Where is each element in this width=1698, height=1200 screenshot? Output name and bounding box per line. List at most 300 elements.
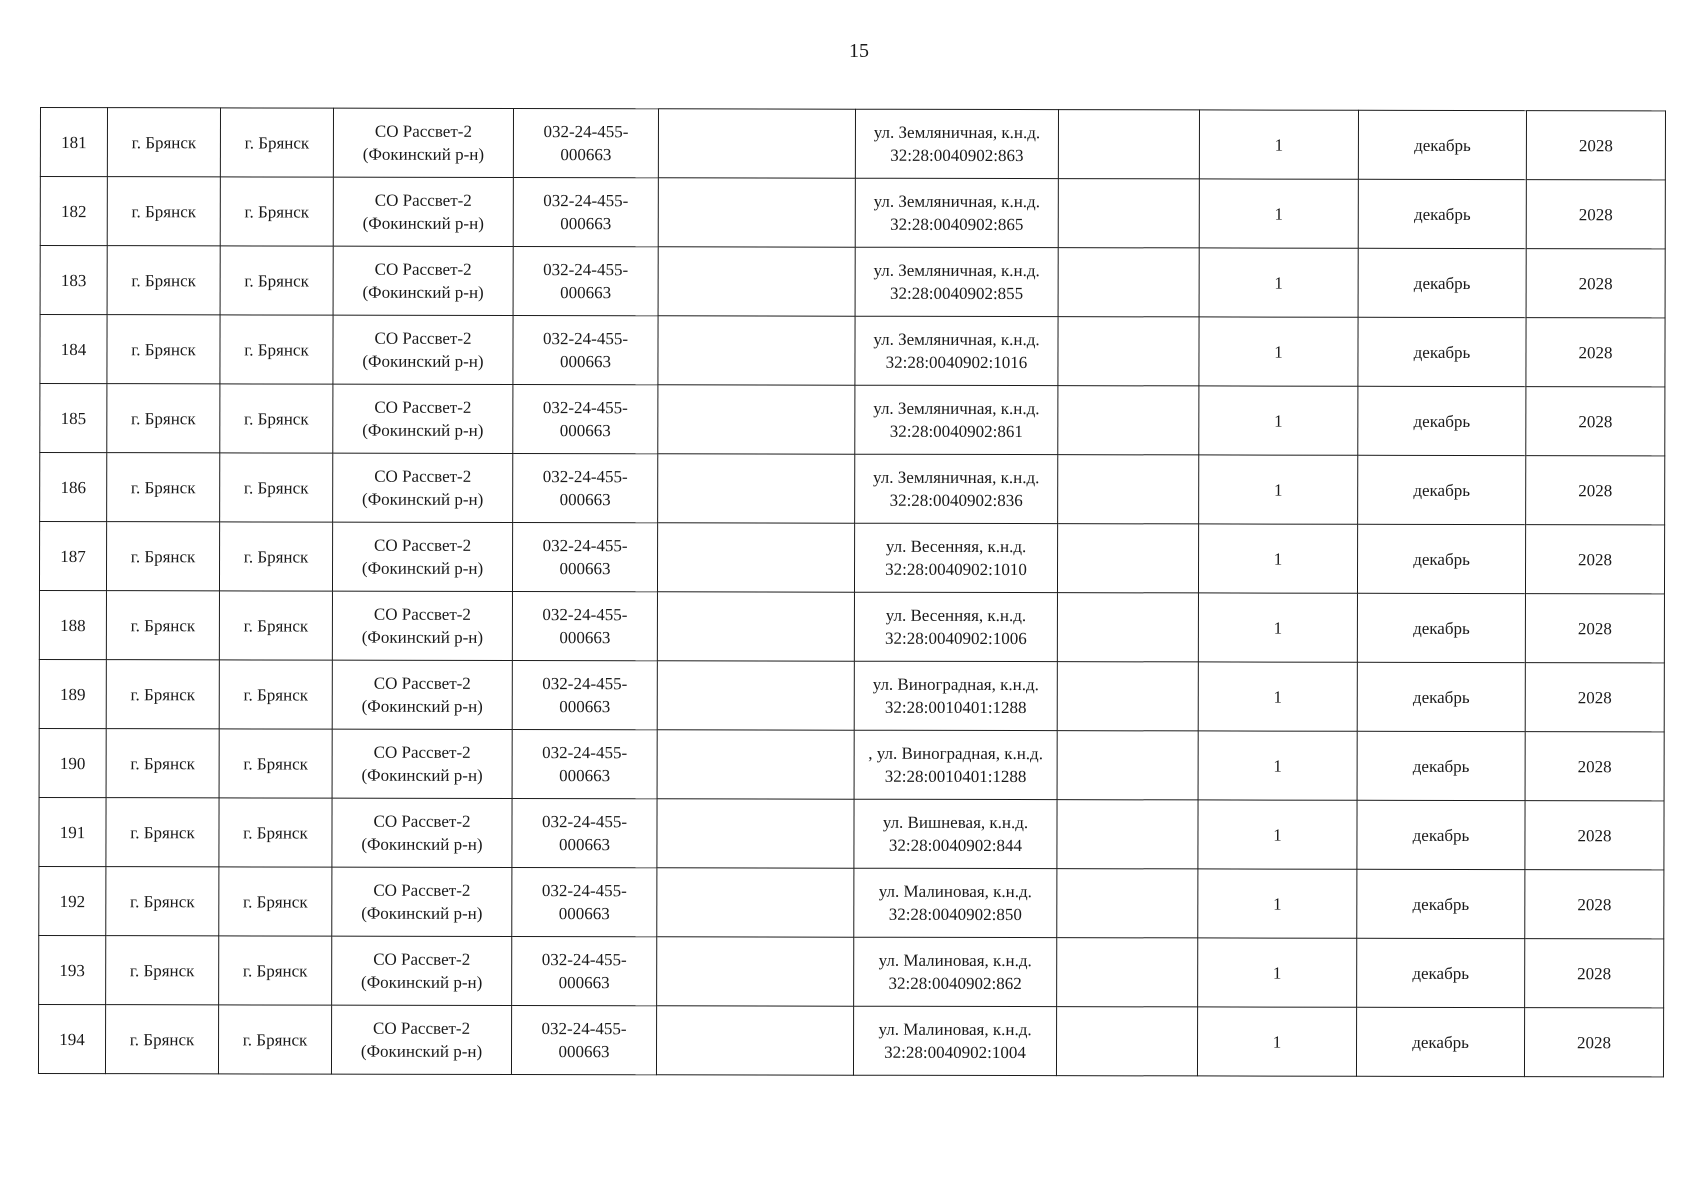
address-cell [854,937,1057,1006]
table-body [38,108,1665,1077]
organization-cell [333,108,513,177]
registry-code-part1: 032-24-455- [542,536,628,556]
month-text: декабрь [1412,756,1470,776]
organization-district: (Фокинский р-н) [362,420,484,440]
row-number [40,315,107,384]
organization-district: (Фокинский р-н) [361,558,484,578]
registry-code-part1: 032-24-455- [541,812,628,832]
empty-cell-1 [656,1006,853,1075]
row-number-text: 188 [60,615,86,635]
municipality-cell-text: г. Брянск [129,960,195,980]
registry-code-part1: 032-24-455- [541,1019,627,1039]
municipality-cell [107,177,220,246]
municipality-cell [106,936,219,1005]
registry-code-cell [512,660,657,729]
cadastral-number: 32:28:0040902:1004 [884,1042,1026,1063]
address-cell [855,178,1058,247]
address-cell [854,868,1057,937]
city-cell-text: г. Брянск [244,339,309,360]
month-cell [1357,662,1525,731]
municipality-cell-text: г. Брянск [131,201,197,221]
row-number-text: 185 [60,408,87,428]
municipality-cell-text: г. Брянск [130,615,196,635]
registry-code-cell [513,246,658,315]
month-cell [1358,317,1526,386]
empty-cell-1 [657,523,854,592]
registry-code-part2: 000663 [558,835,610,855]
month-text: декабрь [1413,480,1471,500]
empty-cell-1 [658,247,855,316]
municipality-cell [106,798,219,867]
municipality-cell [106,591,219,660]
year-text: 2028 [1578,411,1613,431]
quantity-cell [1198,593,1357,662]
quantity-text: 1 [1272,1032,1282,1052]
cadastral-number: 32:28:0010401:1288 [884,697,1027,718]
address-street: ул. Малиновая, к.н.д. [878,1019,1032,1040]
empty-cell-1 [658,454,855,523]
registry-code-part1: 032-24-455- [542,605,628,625]
row-number [39,797,106,866]
year-text: 2028 [1577,756,1612,776]
organization-cell [331,1005,511,1074]
empty-cell-1 [657,730,854,799]
row-number-text: 189 [60,684,86,704]
address-street: ул. Малиновая, к.н.д. [878,950,1032,971]
organization-district: (Фокинский р-н) [361,696,483,716]
organization-name: СО Рассвет-2 [373,673,471,693]
registry-code-part2: 000663 [559,559,611,579]
address-cell [854,592,1057,661]
month-cell [1357,800,1525,869]
row-number [38,1004,105,1073]
month-cell [1358,455,1526,524]
registry-code-part1: 032-24-455- [543,122,629,142]
registry-code-cell [513,177,658,246]
row-number-text: 186 [60,477,86,497]
quantity-cell [1198,800,1357,869]
city-cell [220,453,333,522]
cadastral-number: 32:28:0040902:863 [890,145,1024,166]
city-cell-text: г. Брянск [244,132,310,153]
month-text: декабрь [1412,963,1470,983]
quantity-cell [1199,110,1358,179]
cadastral-number: 32:28:0040902:1016 [885,352,1028,373]
year-text: 2028 [1577,825,1612,845]
registry-code-part1: 032-24-455- [542,467,628,487]
registry-code-part2: 000663 [558,1042,610,1062]
organization-name: СО Рассвет-2 [373,604,471,624]
row-number-text: 194 [59,1029,85,1049]
organization-name: СО Рассвет-2 [374,190,472,210]
organization-district: (Фокинский р-н) [362,489,484,509]
empty-cell-2 [1056,1007,1197,1076]
organization-name: СО Рассвет-2 [373,742,471,762]
cadastral-number: 32:28:0010401:1288 [884,766,1027,787]
address-street: ул. Земляничная, к.н.д. [873,467,1040,488]
organization-name: СО Рассвет-2 [374,259,472,279]
registry-code-part1: 032-24-455- [542,743,628,763]
month-text: декабрь [1412,894,1470,914]
month-text: декабрь [1413,411,1471,431]
empty-cell-2 [1058,455,1199,524]
quantity-cell [1198,869,1357,938]
cadastral-number: 32:28:0040902:861 [889,421,1023,442]
quantity-cell [1198,524,1357,593]
address-cell [855,385,1058,454]
empty-cell-2 [1058,317,1199,386]
month-cell [1357,593,1525,662]
city-cell [219,867,332,936]
year-cell [1525,663,1664,732]
city-cell-text: г. Брянск [242,960,308,981]
year-text: 2028 [1577,687,1612,707]
address-street: ул. Земляничная, к.н.д. [873,329,1040,350]
month-cell [1358,110,1526,179]
year-cell [1524,1008,1663,1077]
quantity-cell [1198,731,1357,800]
city-cell-text: г. Брянск [243,684,309,705]
registry-code-part1: 032-24-455- [542,674,628,694]
empty-cell-1 [657,868,854,937]
row-number-text: 182 [61,201,87,221]
table-row [40,246,1665,318]
registry-code-cell [512,591,657,660]
table-row [40,384,1665,456]
registry-code-cell [513,384,658,453]
table-row [39,591,1664,663]
empty-cell-2 [1057,524,1198,593]
registry-code-cell [513,453,658,522]
registry-code-part2: 000663 [558,973,610,993]
registry-code-part1: 032-24-455- [542,329,629,349]
row-number [39,522,106,591]
address-street: ул. Земляничная, к.н.д. [873,260,1040,281]
empty-cell-2 [1058,179,1199,248]
registry-code-part1: 032-24-455- [541,881,627,901]
year-text: 2028 [1578,135,1613,155]
year-text: 2028 [1578,549,1613,569]
year-cell [1525,870,1664,939]
quantity-text: 1 [1273,894,1282,914]
organization-cell [332,936,512,1005]
address-street: ул. Виноградная, к.н.д. [872,674,1039,695]
registry-code-part2: 000663 [559,697,611,717]
address-street: , ул. Виноградная, к.н.д. [868,743,1043,764]
quantity-text: 1 [1274,204,1284,224]
quantity-cell [1197,1007,1356,1076]
address-street: ул. Малиновая, к.н.д. [878,881,1032,902]
organization-name: СО Рассвет-2 [373,949,471,969]
year-cell [1525,801,1664,870]
empty-cell-2 [1058,110,1199,179]
row-number [39,866,106,935]
registry-code-cell [513,315,658,384]
empty-cell-1 [657,661,854,730]
cadastral-number: 32:28:0040902:1006 [885,628,1027,649]
month-text: декабрь [1414,135,1471,155]
municipality-cell [106,522,219,591]
quantity-text: 1 [1274,342,1283,362]
register-table [38,107,1666,1077]
city-cell [220,246,333,315]
address-cell [853,1006,1056,1075]
month-cell [1356,1007,1524,1076]
organization-cell [332,798,512,867]
empty-cell-1 [658,178,855,247]
quantity-text: 1 [1273,687,1283,707]
organization-cell [333,177,513,246]
quantity-cell [1199,317,1358,386]
organization-district: (Фокинский р-н) [361,765,483,785]
year-cell [1526,180,1665,249]
row-number [40,453,107,522]
row-number-text: 192 [59,891,86,911]
row-number [40,246,107,315]
year-text: 2028 [1578,204,1613,224]
year-cell [1526,318,1665,387]
row-number-text: 193 [59,960,85,980]
registry-code-cell [512,522,657,591]
organization-cell [332,867,512,936]
quantity-text: 1 [1273,618,1283,638]
municipality-cell [107,453,220,522]
month-cell [1358,179,1526,248]
registry-code-part2: 000663 [560,145,612,165]
table-row [39,659,1664,731]
row-number-text: 183 [60,270,87,290]
cadastral-number: 32:28:0040902:855 [889,283,1024,304]
organization-district: (Фокинский р-н) [362,144,485,164]
municipality-cell [107,108,220,177]
quantity-cell [1199,386,1358,455]
quantity-text: 1 [1273,756,1282,776]
row-number-text: 187 [60,546,86,566]
year-cell [1525,732,1664,801]
registry-code-part1: 032-24-455- [541,950,627,970]
year-cell [1526,111,1665,180]
registry-code-part2: 000663 [558,904,610,924]
row-number-text: 191 [59,822,86,842]
registry-code-part2: 000663 [559,421,611,441]
empty-cell-1 [658,316,855,385]
quantity-cell [1199,248,1358,317]
empty-cell-1 [658,385,855,454]
row-number [40,384,107,453]
organization-name: СО Рассвет-2 [374,121,472,141]
year-text: 2028 [1578,273,1613,293]
year-text: 2028 [1578,480,1613,500]
month-text: декабрь [1413,273,1471,293]
registry-code-cell [512,798,657,867]
year-cell [1525,939,1664,1008]
year-text: 2028 [1577,894,1612,914]
quantity-cell [1198,938,1357,1007]
address-cell [855,316,1058,385]
organization-cell [332,660,512,729]
cadastral-number: 32:28:0040902:862 [888,973,1022,994]
table-row [39,935,1664,1007]
registry-code-part2: 000663 [559,490,611,510]
row-number [40,108,107,177]
municipality-cell-text: г. Брянск [130,477,196,497]
cadastral-number: 32:28:0040902:850 [888,904,1022,925]
organization-cell [332,591,512,660]
month-cell [1357,524,1525,593]
organization-name: СО Рассвет-2 [373,811,471,831]
address-cell [854,730,1057,799]
empty-cell-2 [1057,869,1198,938]
table-row [39,728,1664,800]
quantity-cell [1199,455,1358,524]
city-cell [218,1005,331,1074]
address-street: ул. Земляничная, к.н.д. [873,122,1041,143]
municipality-cell-text: г. Брянск [131,270,196,290]
month-cell [1357,938,1525,1007]
registry-code-cell [512,867,657,936]
organization-name: СО Рассвет-2 [374,535,472,555]
municipality-cell-text: г. Брянск [131,339,196,359]
empty-cell-2 [1057,731,1198,800]
empty-cell-1 [657,937,854,1006]
city-cell-text: г. Брянск [243,546,309,567]
municipality-cell [107,384,220,453]
organization-district: (Фокинский р-н) [361,972,483,992]
city-cell-text: г. Брянск [243,753,308,774]
empty-cell-1 [657,799,854,868]
organization-district: (Фокинский р-н) [362,282,484,302]
municipality-cell-text: г. Брянск [130,891,195,911]
page-number: 15 [849,40,869,62]
city-cell-text: г. Брянск [242,1029,308,1050]
month-text: декабрь [1412,687,1470,707]
city-cell-text: г. Брянск [244,201,310,222]
quantity-text: 1 [1273,825,1282,845]
organization-district: (Фокинский р-н) [362,213,484,233]
quantity-cell [1198,662,1357,731]
municipality-cell-text: г. Брянск [130,546,196,566]
month-text: декабрь [1412,1032,1469,1052]
municipality-cell-text: г. Брянск [130,684,196,704]
organization-cell [333,384,513,453]
registry-code-part2: 000663 [559,628,611,648]
table-row [39,522,1664,594]
address-street: ул. Земляничная, к.н.д. [873,191,1040,212]
organization-cell [333,315,513,384]
registry-code-part2: 000663 [559,352,611,372]
empty-cell-1 [657,592,854,661]
year-cell [1526,387,1665,456]
address-street: ул. Земляничная, к.н.д. [873,398,1040,419]
empty-cell-2 [1057,938,1198,1007]
organization-district: (Фокинский р-н) [362,351,484,371]
city-cell [220,177,333,246]
address-cell [855,109,1058,178]
address-street: ул. Весенняя, к.н.д. [885,605,1027,626]
year-text: 2028 [1578,342,1613,362]
month-cell [1357,731,1525,800]
empty-cell-2 [1057,800,1198,869]
organization-district: (Фокинский р-н) [360,1041,483,1061]
address-street: ул. Вишневая, к.н.д. [882,812,1029,833]
month-cell [1357,869,1525,938]
municipality-cell-text: г. Брянск [131,408,196,428]
empty-cell-2 [1057,593,1198,662]
month-cell [1358,248,1526,317]
table-row [39,866,1664,938]
cadastral-number: 32:28:0040902:1010 [885,559,1027,580]
year-cell [1525,525,1664,594]
city-cell [219,936,332,1005]
quantity-text: 1 [1274,135,1284,155]
row-number [39,591,106,660]
organization-district: (Фокинский р-н) [361,834,483,854]
municipality-cell-text: г. Брянск [130,753,195,773]
municipality-cell-text: г. Брянск [129,1029,195,1049]
row-number [39,935,106,1004]
city-cell [220,108,333,177]
month-text: декабрь [1413,618,1470,638]
city-cell-text: г. Брянск [243,615,309,636]
registry-code-part1: 032-24-455- [543,260,629,280]
table-row [38,1004,1663,1076]
quantity-text: 1 [1274,273,1283,293]
row-number-text: 184 [60,339,87,359]
month-text: декабрь [1413,204,1471,224]
city-cell [219,798,332,867]
row-number [39,728,106,797]
cadastral-number: 32:28:0040902:865 [890,214,1024,235]
quantity-text: 1 [1273,549,1283,569]
address-cell [854,661,1057,730]
registry-code-cell [512,936,657,1005]
municipality-cell-text: г. Брянск [130,822,195,842]
empty-cell-1 [658,109,855,178]
city-cell-text: г. Брянск [243,477,309,498]
organization-district: (Фокинский р-н) [361,627,484,647]
city-cell [219,522,332,591]
month-text: декабрь [1413,549,1470,569]
year-cell [1526,249,1665,318]
municipality-cell [106,660,219,729]
municipality-cell [107,315,220,384]
registry-code-cell [513,108,658,177]
registry-code-part2: 000663 [560,214,612,234]
organization-name: СО Рассвет-2 [374,466,472,486]
organization-cell [333,246,513,315]
registry-code-part2: 000663 [560,283,612,303]
empty-cell-2 [1058,386,1199,455]
city-cell [219,660,332,729]
row-number-text: 181 [61,132,87,152]
month-cell [1358,386,1526,455]
year-cell [1526,456,1665,525]
registry-code-part2: 000663 [559,766,611,786]
quantity-cell [1199,179,1358,248]
row-number [40,177,107,246]
cadastral-number: 32:28:0040902:844 [888,835,1023,856]
address-street: ул. Весенняя, к.н.д. [885,536,1027,557]
organization-name: СО Рассвет-2 [373,880,471,900]
registry-code-part1: 032-24-455- [542,398,628,418]
table-row [40,315,1665,387]
city-cell-text: г. Брянск [243,822,308,843]
row-number-text: 190 [59,753,86,773]
empty-cell-2 [1057,662,1198,731]
address-cell [855,247,1058,316]
registry-code-cell [512,729,657,798]
municipality-cell [106,867,219,936]
